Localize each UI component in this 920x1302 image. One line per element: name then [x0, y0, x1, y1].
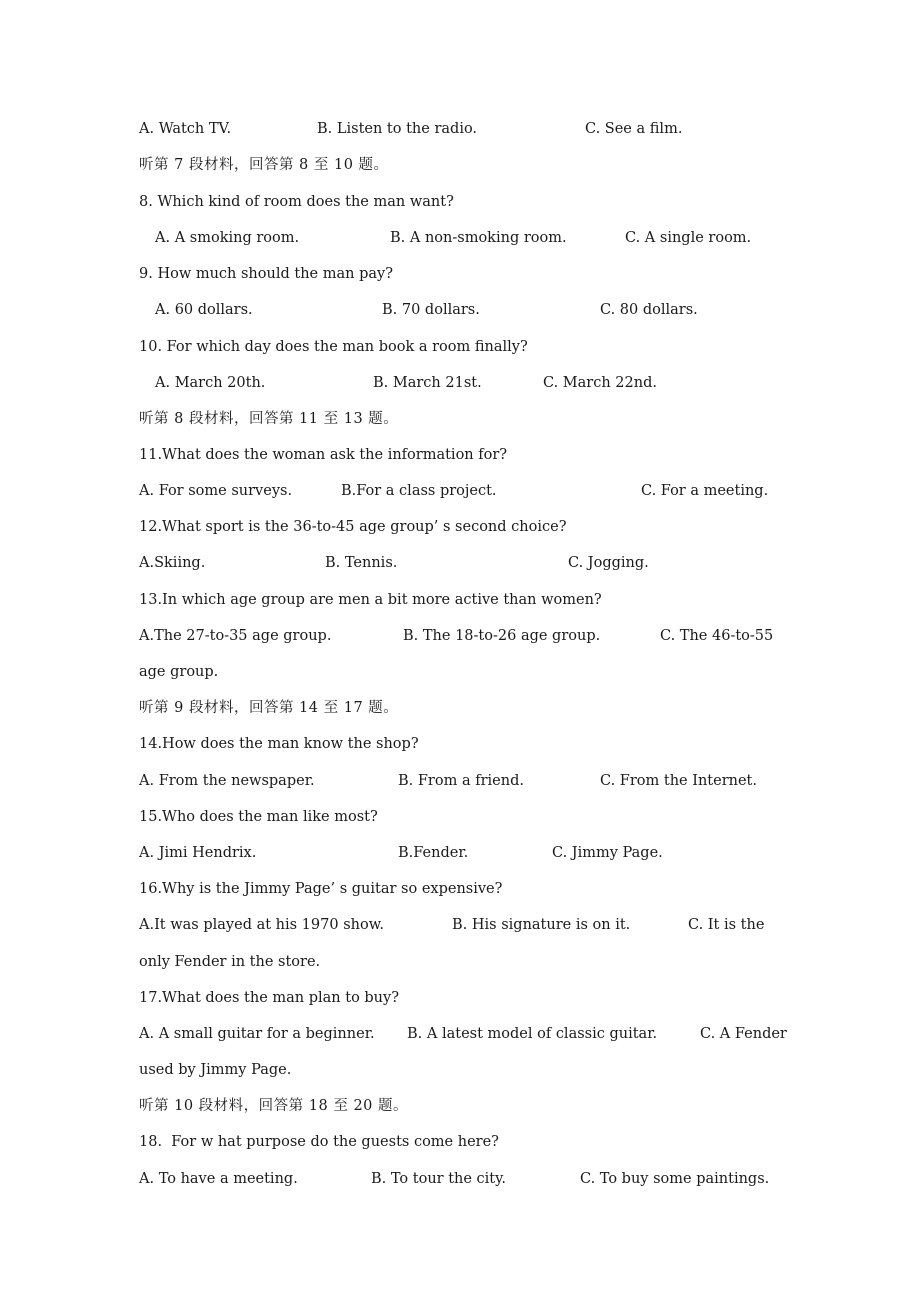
q18-option-b: B. To tour the city.: [371, 1171, 507, 1187]
q11-option-b: B.For a class project.: [341, 483, 497, 499]
q7-option-b: B. Listen to the radio.: [317, 121, 478, 137]
q12-option-c: C. Jogging.: [568, 555, 649, 571]
q17-option-a: A. A small guitar for a beginner.: [139, 1026, 375, 1042]
q18-stem: 18. For w hat purpose do the guests come here?: [139, 1134, 499, 1150]
q8-option-b: B. A non-smoking room.: [390, 230, 567, 246]
section-10-heading: 听第 10 段材料，回答第 18 至 20 题。: [139, 1098, 409, 1114]
q11-option-c: C. For a meeting.: [641, 483, 769, 499]
q12-option-a: A.Skiing.: [139, 555, 206, 571]
q15-option-a: A. Jimi Hendrix.: [139, 845, 257, 861]
q13-stem: 13.In which age group are men a bit more active than women?: [139, 592, 602, 608]
q7-option-c: C. See a film.: [585, 121, 683, 137]
q14-stem: 14.How does the man know the shop?: [139, 736, 419, 752]
q17-option-c-continued: used by Jimmy Page.: [139, 1062, 292, 1078]
q9-option-c: C. 80 dollars.: [600, 302, 698, 318]
q16-option-a: A.It was played at his 1970 show.: [139, 917, 385, 933]
q9-options: [139, 298, 790, 322]
q13-option-c: C. The 46-to-55: [660, 628, 774, 644]
q12-options: [139, 551, 790, 575]
q18-option-a: A. To have a meeting.: [139, 1171, 298, 1187]
q12-stem: 12.What sport is the 36-to-45 age group’ s second choice?: [139, 519, 567, 535]
q18-option-c: C. To buy some paintings.: [580, 1171, 770, 1187]
section-7-heading: 听第 7 段材料，回答第 8 至 10 题。: [139, 157, 389, 173]
q17-options: [139, 1022, 790, 1046]
q7-option-a: A. Watch TV.: [139, 121, 232, 137]
q13-options: [139, 624, 790, 648]
q13-option-c-continued: age group.: [139, 664, 219, 680]
q13-option-a: A.The 27-to-35 age group.: [139, 628, 332, 644]
section-9-heading: 听第 9 段材料，回答第 14 至 17 题。: [139, 700, 399, 716]
q12-option-b: B. Tennis.: [325, 555, 398, 571]
q9-option-b: B. 70 dollars.: [382, 302, 480, 318]
q16-stem: 16.Why is the Jimmy Page’ s guitar so expensive?: [139, 881, 503, 897]
q18-options: [139, 1167, 790, 1191]
q17-option-c: C. A Fender: [700, 1026, 787, 1042]
q10-option-c: C. March 22nd.: [543, 375, 657, 391]
q8-option-c: C. A single room.: [625, 230, 752, 246]
q8-stem: 8. Which kind of room does the man want?: [139, 194, 454, 210]
q15-options: [139, 841, 790, 865]
q17-option-b: B. A latest model of classic guitar.: [407, 1026, 658, 1042]
q8-option-a: A. A smoking room.: [155, 230, 300, 246]
q15-stem: 15.Who does the man like most?: [139, 809, 378, 825]
q10-options: [139, 371, 790, 395]
q15-option-c: C. Jimmy Page.: [552, 845, 663, 861]
q9-stem: 9. How much should the man pay?: [139, 266, 393, 282]
q14-options: [139, 769, 790, 793]
q9-option-a: A. 60 dollars.: [155, 302, 253, 318]
q16-options: [139, 913, 790, 937]
q16-option-c-continued: only Fender in the store.: [139, 954, 321, 970]
q8-options: [139, 226, 790, 250]
q10-option-a: A. March 20th.: [155, 375, 266, 391]
q14-option-c: C. From the Internet.: [600, 773, 757, 789]
q14-option-a: A. From the newspaper.: [139, 773, 315, 789]
q7-options: [139, 117, 790, 141]
q11-options: [139, 479, 790, 503]
q13-option-b: B. The 18-to-26 age group.: [403, 628, 601, 644]
q10-stem: 10. For which day does the man book a room finally?: [139, 339, 528, 355]
q16-option-c: C. It is the: [688, 917, 765, 933]
q16-option-b: B. His signature is on it.: [452, 917, 631, 933]
q17-stem: 17.What does the man plan to buy?: [139, 990, 399, 1006]
q10-option-b: B. March 21st.: [373, 375, 482, 391]
q11-stem: 11.What does the woman ask the information for?: [139, 447, 508, 463]
q11-option-a: A. For some surveys.: [139, 483, 293, 499]
q14-option-b: B. From a friend.: [398, 773, 524, 789]
q15-option-b: B.Fender.: [398, 845, 469, 861]
section-8-heading: 听第 8 段材料，回答第 11 至 13 题。: [139, 411, 399, 427]
